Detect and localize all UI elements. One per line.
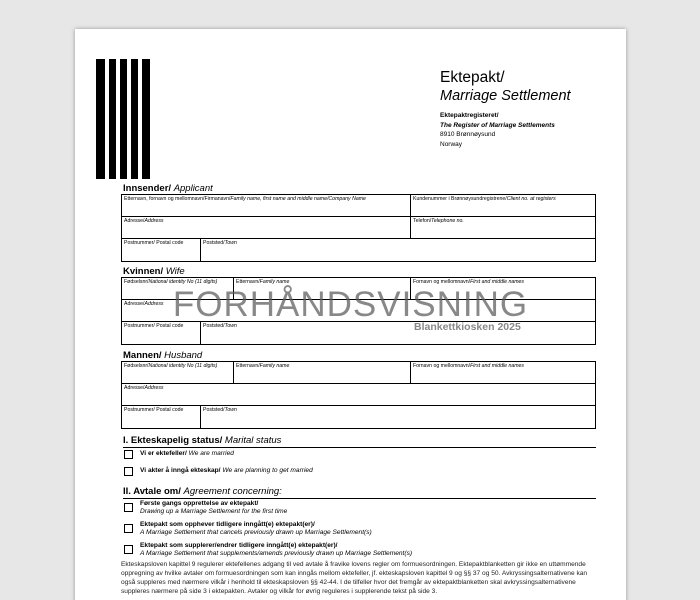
husband-id-field[interactable]: Fødselsnr/National identity No (11 digits) bbox=[124, 363, 218, 369]
wife-town-field[interactable]: Poststed/Town bbox=[200, 322, 597, 344]
wife-first-name-field[interactable]: Fornavn og mellomnavn/First and middle names bbox=[410, 278, 597, 299]
planning-marriage-checkbox[interactable] bbox=[124, 467, 133, 476]
wife-heading: Kvinnen/ Wife bbox=[123, 266, 185, 277]
applicant-town-field[interactable]: Poststed/Town bbox=[200, 239, 597, 261]
form-title: Ektepakt/ bbox=[440, 69, 505, 86]
husband-address-field[interactable]: Adresse/Address bbox=[124, 385, 164, 391]
husband-heading: Mannen/ Husband bbox=[123, 350, 203, 361]
wife-address-field[interactable]: Adresse/Address bbox=[124, 301, 164, 307]
applicant-client-no-field[interactable]: Kundenummer i Brønnøysundregistrene/Client no. at registers bbox=[410, 195, 597, 216]
first-settlement-checkbox[interactable] bbox=[124, 503, 133, 512]
applicant-address-field[interactable]: Adresse/Address bbox=[124, 218, 164, 224]
marital-status-heading: I. Ekteskapelig status/ Marital status bbox=[123, 435, 596, 448]
applicant-heading: Innsender/ Applicant bbox=[123, 183, 213, 194]
legal-info-text: Ekteskapsloven kapittel 9 regulerer ektefellenes adgang til ved avtale å fravike lovens regler om formuesordningen. Ektepaktblanketten gir ikke en uttømmende oppregning av hvilke avtaler om formuesordningen som kan inngås mellom ektefeller, jf. ekteskapsloven kapittel 9 og §§ 37 og 50. Avkryssingsalternativene kan også suppleres med nærmere vilkår i henhold til ekteskapsloven §§ 42-44. I de tilfeller hvor det fremgår av ektepaktblanketten skal avkryssingsalternativene suppleres nærmere på side 3 i ektepakten. Avtaler og vilkår for øvrig reguleres i supplerende tekst på side 3. bbox=[121, 561, 588, 595]
husband-box bbox=[121, 361, 596, 429]
form-title-block bbox=[440, 69, 620, 149]
applicant-phone-field[interactable]: Telefon/Telephone no. bbox=[410, 217, 597, 238]
wife-box bbox=[121, 277, 596, 345]
register-logo bbox=[96, 59, 150, 179]
wife-id-field[interactable]: Fødselsnr/National identity No (11 digits) bbox=[124, 279, 218, 285]
preview-watermark: FORHÅNDSVISNING Blankettkiosken 2025 bbox=[172, 285, 529, 333]
agreement-heading: II. Avtale om/ Agreement concerning: bbox=[123, 486, 596, 499]
cancel-settlement-checkbox[interactable] bbox=[124, 524, 133, 533]
form-title-english: Marriage Settlement bbox=[440, 88, 571, 104]
registry-address: Ektepaktregisteret/ The Register of Marriage Settlements 8910 Brønnøysund Norway bbox=[440, 112, 555, 148]
applicant-name-field[interactable]: Etternavn, fornavn og mellomnavn/Firmanavn/Family name, first name and middle name/Company Name bbox=[124, 196, 366, 202]
wife-postal-code-field[interactable]: Postnummer/ Postal code bbox=[124, 323, 184, 329]
applicant-box bbox=[121, 194, 596, 262]
husband-town-field[interactable]: Poststed/Town bbox=[200, 406, 597, 428]
husband-surname-field[interactable]: Etternavn/Family name bbox=[233, 362, 410, 383]
form-page: Ektepakt/ Marriage Settlement Ektepaktregisteret/ The Register of Marriage Settlements 8910 Brønnøysund Norway Innsender/ Applicant Etternavn, fornavn og mellomnavn/Firmanavn/Family name, first name and middle name/Company Name Kundenummer i Brønnøysundregistrene/Client no. at registers Adresse/Address Telefon/Telephone no. Postnummer/ Postal code Poststed/Town Kvinnen/ Wife Fødselsnr/National identity No (11 digits) Etternavn/Family name Fornavn og mellomnavn/First and middle names Adresse/Address Postnummer/ Postal code Poststed/Town Mannen/ Husband Fødselsnr/National identity No (11 digits) Etternavn/Family name Fornavn og mellomnavn/First and middle names Adresse/Address Postnummer/ Postal code Poststed/Town I. Ekteskapelig status/ Marital status Vi er ektefeller/ We are married Vi akter å inngå ekteskap/ We are planning to get married II. Avtale om/ Agreement concerning: Første gangs opprettelse av ektepakt/ Drawing up a Marriage Settlement for the first time Ektepakt som opphever tidligere inngått(e) ektepakt(er)/ A Marriage Settlement that cancels previously drawn up Marriage Settlement(s) Ektepakt som supplerer/endrer tidligere inngått(e) ektepakt(er)/ A Marriage Settlement that supplements/amends previously drawn up Marriage Settlement(s) Ekteskapsloven kapittel 9 regulerer ektefellenes adgang til ved avtale å fravike lovens regler om formuesordningen. Ektepaktblanketten gir ikke en uttømmende oppregning av hvilke avtaler om formuesordningen som kan inngås mellom ektefeller, jf. ekteskapsloven kapittel 9 og §§ 37 og 50. Avkryssingsalternativene kan også suppleres med nærmere vilkår i henhold til ekteskapsloven §§ 42-44. I de tilfeller hvor det fremgår av ektepaktblanketten skal avkryssingsalternativene suppleres nærmere på side 3 i ektepakten. Avtaler og vilkår for øvrig reguleres i supplerende tekst på side 3. FORHÅNDSVISNING Blankettkiosken 2025 bbox=[75, 29, 626, 600]
wife-surname-field[interactable]: Etternavn/Family name bbox=[233, 278, 410, 299]
married-checkbox[interactable] bbox=[124, 450, 133, 459]
applicant-postal-code-field[interactable]: Postnummer/ Postal code bbox=[124, 240, 184, 246]
husband-postal-code-field[interactable]: Postnummer/ Postal code bbox=[124, 407, 184, 413]
husband-first-name-field[interactable]: Fornavn og mellomnavn/First and middle names bbox=[410, 362, 597, 383]
amend-settlement-checkbox[interactable] bbox=[124, 545, 133, 554]
